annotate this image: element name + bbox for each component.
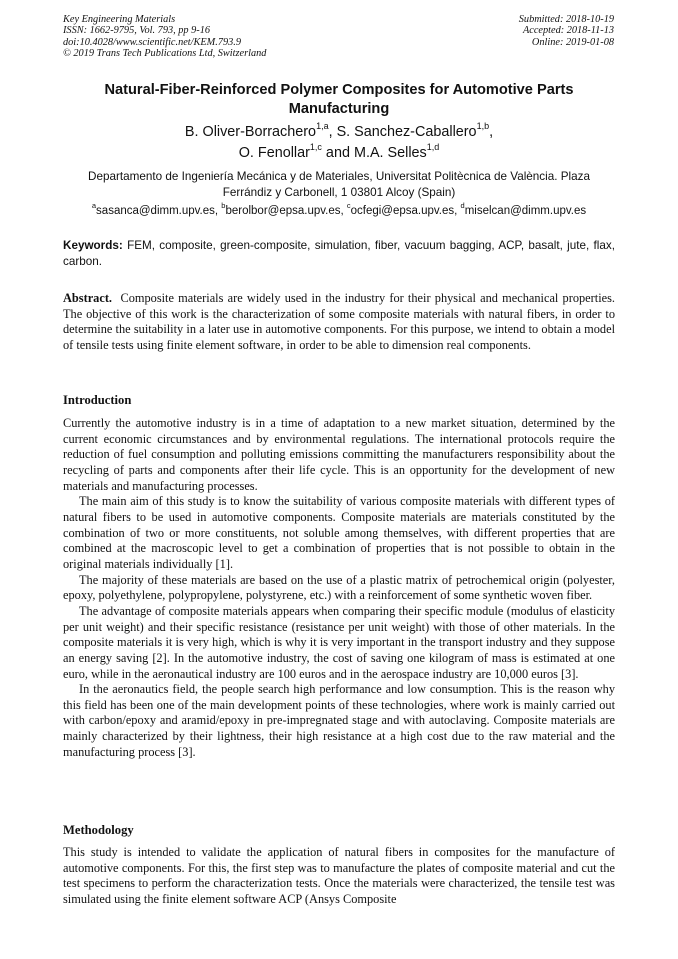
paragraph: The majority of these materials are based on the use of a plastic matrix of petrochemical origin (polyester, epoxy, polyethylene, polypropylene, polystyrene, etc.) with a reinforcement of some synthetic woven fiber. xyxy=(63,572,615,603)
online-date: Online: 2019-01-08 xyxy=(531,36,614,48)
author-emails: $^a$sasanca@dimm.upv.es, $^b$berolbor@epsa.upv.es, $^c$ocfegi@epsa.upv.es, $^d$miselcan@dimm.upv.es xyxy=(91,201,587,217)
author-separator: , xyxy=(489,124,494,140)
author-affiliation-mark: 1,d xyxy=(426,142,440,153)
keywords xyxy=(63,238,615,270)
keywords-text: FEM, composite, green-composite, simulation, fiber, vacuum bagging, ACP, basalt, jute, flax, carbon. xyxy=(63,239,615,268)
email-mark: d xyxy=(460,201,465,211)
introduction-heading: Introduction xyxy=(63,393,132,407)
author-affiliation-mark: 1,a xyxy=(316,121,329,132)
publication-dates xyxy=(519,14,614,48)
author-separator: , xyxy=(328,124,337,140)
abstract-label: Abstract. xyxy=(63,291,113,305)
submitted-date: Submitted: 2018-10-19 xyxy=(518,14,614,25)
paragraph: The advantage of composite materials appears when comparing their specific module (modulus of elasticity per unit weight) and their specific resistance (resistance per unit weight) with those of other materials. In the composite materials it is very high, which is why it is very important in the transport industry and they suppose an energy saving [2]. In the automotive industry, the cost of saving one kilogram of mass is estimated at one euro, while in the aeronautical industry are 100 euros and in the aerospace industry are 10,000 euros [3]. xyxy=(63,603,615,681)
paragraph: In the aeronautics field, the people search high performance and low consumption. This is the reason why this field has been one of the main development points of these technologies, where work is mainly carried out with carbon/epoxy and aramid/epoxy in pre-impregnated stage and with autoclaving. Composite materials are mainly characterized by their lightness, their high resistance at a high cost due to the raw material and the manufacturing process [3]. xyxy=(63,682,615,759)
author-name: B. Oliver-Borrachero xyxy=(184,124,317,140)
issn: ISSN: 1662-9795, Vol. 793, pp 9-16 xyxy=(63,25,211,37)
methodology-body xyxy=(63,845,615,908)
email-mark: b xyxy=(221,201,226,211)
methodology-heading: Methodology xyxy=(63,823,134,837)
doi: doi:10.4028/www.scientific.net/KEM.793.9 xyxy=(63,36,241,48)
abstract xyxy=(63,291,615,354)
author-name: M.A. Selles xyxy=(353,145,427,161)
paragraph: This study is intended to validate the application of natural fibers in composites for the manufacture of automotive components. For this, the first step was to manufacture the plates of composite material and cut the test specimens to perform the characterization tests. Once the materials were characterized, the tensile test was simulated using the finite element software ACP (Ansys Composite xyxy=(63,845,615,906)
author-list xyxy=(63,122,615,164)
accepted-date: Accepted: 2018-11-13 xyxy=(522,25,614,37)
author-affiliation-mark: 1,c xyxy=(309,142,322,153)
paper-title: Natural-Fiber-Reinforced Polymer Composites for Automotive Parts Manufacturing xyxy=(104,82,574,117)
email-mark: c xyxy=(346,201,351,211)
author-affiliation-mark: 1,b xyxy=(476,121,490,132)
affiliation: Departamento de Ingeniería Mecánica y de Materiales, Universitat Politècnica de València. Plaza Ferrándiz y Carbonell, 1 03801 Alcoy (Spain) xyxy=(88,170,590,199)
author-name: S. Sanchez-Caballero xyxy=(336,124,477,140)
copyright: © 2019 Trans Tech Publications Ltd, Switzerland xyxy=(63,47,267,59)
email-link[interactable]: miselcan@dimm.upv.es xyxy=(464,205,587,217)
author-name: O. Fenollar xyxy=(238,145,310,161)
paragraph: Currently the automotive industry is in a time of adaptation to a new market situation, determined by the current economic circumstances and by environmental regulations. The international protocols require the reduction of fuel consumption and polluting emissions committing the manufacturers responsibility about the recycling of parts and components after their life cycle. This is an opportunity for the development of new materials and manufacturing processes. xyxy=(63,416,615,493)
journal-info xyxy=(63,14,266,59)
email-mark: a xyxy=(91,201,97,211)
email-link[interactable]: sasanca@dimm.upv.es xyxy=(96,205,215,217)
keywords-label: Keywords: xyxy=(63,239,123,252)
email-link[interactable]: ocfegi@epsa.upv.es xyxy=(350,205,455,217)
author-separator: and xyxy=(321,145,354,161)
email-link[interactable]: berolbor@epsa.upv.es xyxy=(225,205,341,217)
abstract-text: Composite materials are widely used in the industry for their physical and mechanical properties. The objective of this work is the characterization of some composite materials with natural fibers, in order to determine the suitability in a later use in automotive components. For this purpose, we intend to obtain a model of tensile tests using finite element software, in order to be able to dimension real components. xyxy=(63,291,616,352)
paragraph: The main aim of this study is to know the suitability of various composite materials with different types of natural fibers to be used in automotive components. Composite materials are materials constituted by the combination of two or more constituents, not soluble among themselves, with different properties that are combined at the macroscopic level to get a combination of properties that is not possible to obtain in the original materials individually [1]. xyxy=(63,494,615,571)
journal-name: Key Engineering Materials xyxy=(63,14,176,25)
introduction-body xyxy=(63,416,615,760)
